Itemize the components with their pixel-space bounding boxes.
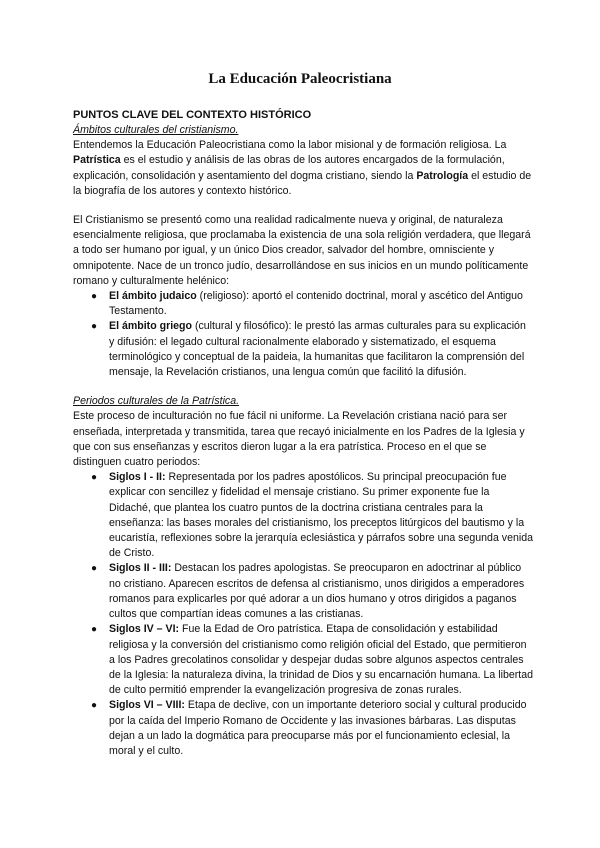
document-title: La Educación Paleocristiana (208, 71, 392, 87)
bullet-icon: ● (91, 321, 98, 333)
list-item: ● El ámbito judaico (religioso): aportó el contenido doctrinal, moral y ascético del Antiguo Testamento. (91, 290, 523, 318)
section-subheading-periodos: Periodos culturales de la Patrística. (73, 395, 240, 408)
list-item: ● Siglos I - II: Representada por los padres apostólicos. Su principal preocupación fue explicar con sencillez y fidelidad el mensaje cristiano. Su primer exponente fue la Didaché, que plantea los cuatro puntos de la doctrina cristiana centrales para la enseñanza: las bases morales del cristianismo, los preceptos litúrgicos del bautismo y la eucaristía, reflexiones sobre la jerarquía eclesiástica y párrafos sobre una segunda venida de Cristo. (91, 471, 533, 560)
ambitos-list (73, 289, 533, 380)
bullet-icon: ● (91, 291, 98, 303)
section-heading: PUNTOS CLAVE DEL CONTEXTO HISTÓRICO (73, 109, 312, 121)
list-item: ● Siglos IV – VI: Fue la Edad de Oro patrística. Etapa de consolidación y estabilidad religiosa y la conversión del cristianismo como religión oficial del Estado, que permitieron a los Padres grecolatinos consolidar y despejar dudas sobre algunos aspectos centrales de la Iglesia: la naturaleza divina, la trinidad de Dios y su encarnación humana. La libertad de culto permitió emprender la evangelización progresiva de zonas rurales. (91, 623, 534, 697)
paragraph-intro: Entendemos la Educación Paleocristiana como la labor misional y de formación religiosa. La Patrística es el estudio y análisis de las obras de los autores encargados de la formulación, explicación, consolidación y asentamiento del dogma cristiano, siendo la Patrología el estudio de la biografía de los autores y contexto histórico. (73, 139, 532, 197)
list-item: ● Siglos VI – VIII: Etapa de declive, con un importante deterioro social y cultural producido por la caída del Imperio Romano de Occidente y las invasiones bárbaras. Las disputas dejan a un lado la dogmática para preocuparse más por el funcionamiento eclesial, la moral y el culto. (91, 699, 527, 757)
bullet-icon: ● (91, 472, 98, 484)
bullet-icon: ● (91, 624, 98, 636)
list-item: ● El ámbito griego (cultural y filosófico): le prestó las armas culturales para su explicación y difusión: el legado cultural racionalmente elaborado y sistematizado, el esquema terminológico y conceptual de la paideia, la humanitas que facilitaron la comprensión del mensaje, la Revelación cristianos, una lengua común que facilitó la difusión. (91, 320, 526, 379)
list-item: ● Siglos II - III: Destacan los padres apologistas. Se preocuparon en adoctrinar al público no cristiano. Aparecen escritos de defensa al cristianismo, unos dirigidos a emperadores romanos para explicarles por qué adorar a un dios humano y otros dirigidos a paganos cultos que compartían ideas comunes a las cristianas. (91, 562, 525, 621)
bullet-icon: ● (91, 700, 98, 712)
periodos-list (73, 470, 533, 759)
document-body (73, 108, 533, 759)
paragraph-cristianismo: El Cristianismo se presentó como una realidad radicalmente nueva y original, de naturaleza esencialmente religiosa, que proclamaba la existencia de una sola religión verdadera, que llegará a todo ser humano por igual, y un único Dios creador, salvador del hombre, omnisciente y omnipotente. Nace de un tronco judío, desarrollándose en sus inicios en un mundo políticamente romano y culturalmente helénico: (73, 214, 531, 287)
bullet-icon: ● (91, 563, 98, 575)
paragraph-inculturacion: Este proceso de inculturación no fue fácil ni uniforme. La Revelación cristiana nació para ser enseñada, interpretada y transmitida, tarea que recayó inicialmente en los Padres de la Iglesia y que con sus enseñanzas y escritos dieron lugar a la era patrística. Proceso en el que se distinguen cuatro periodos: (73, 410, 525, 469)
section-subheading-ambitos: Ámbitos culturales del cristianismo. (73, 124, 239, 136)
